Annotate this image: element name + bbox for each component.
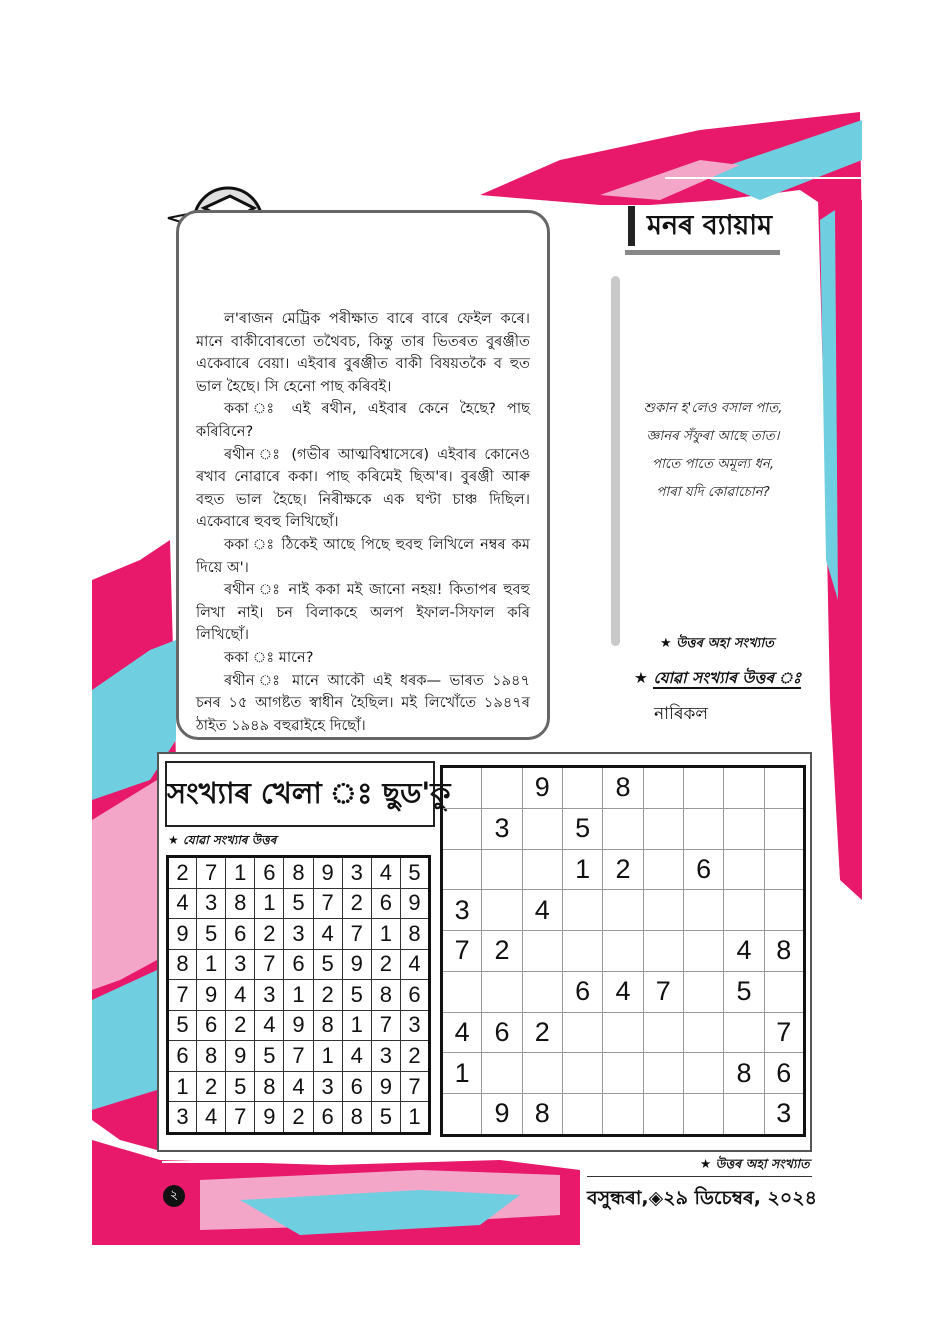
grid-cell: 6 bbox=[226, 919, 255, 950]
grid-row bbox=[168, 857, 430, 889]
grid-cell: 6 bbox=[284, 949, 313, 980]
grid-cell: 3 bbox=[400, 1010, 429, 1041]
grid-cell bbox=[724, 1093, 764, 1135]
riddle-line: পাতে পাতে অমূল্য ধন, bbox=[651, 457, 775, 472]
grid-cell bbox=[562, 1093, 602, 1135]
grid-cell: 7 bbox=[400, 1071, 429, 1102]
grid-cell: 2 bbox=[197, 1071, 226, 1102]
grid-cell: 4 bbox=[371, 857, 400, 889]
grid-cell bbox=[683, 931, 723, 972]
riddle-answer-note: ★ উত্তৰ অহা সংখ্যাত bbox=[660, 636, 774, 651]
grid-row bbox=[442, 849, 805, 890]
grid-cell bbox=[683, 808, 723, 849]
puzzle-answer-note: ★ উত্তৰ অহা সংখ্যাত bbox=[700, 1156, 810, 1171]
grid-cell: 4 bbox=[284, 1071, 313, 1102]
grid-cell: 1 bbox=[226, 857, 255, 889]
grid-cell: 8 bbox=[255, 1071, 284, 1102]
grid-cell: 3 bbox=[342, 857, 371, 889]
grid-cell: 1 bbox=[371, 919, 400, 950]
grid-cell bbox=[482, 1053, 522, 1094]
grid-cell: 7 bbox=[168, 980, 197, 1011]
title-underline bbox=[625, 250, 780, 255]
grid-cell: 2 bbox=[522, 1012, 562, 1053]
grid-cell bbox=[724, 1012, 764, 1053]
grid-cell bbox=[603, 1012, 643, 1053]
solution-grid bbox=[166, 855, 431, 1135]
grid-cell: 6 bbox=[683, 849, 723, 890]
grid-cell: 5 bbox=[255, 1041, 284, 1072]
grid-row bbox=[442, 1053, 805, 1094]
grid-row bbox=[168, 1041, 430, 1072]
sudoku-grid bbox=[440, 765, 806, 1137]
grid-cell bbox=[724, 890, 764, 931]
grid-cell bbox=[482, 971, 522, 1012]
story-paragraph: ৰথীন ঃ নাই ককা মই জানো নহয়! কিতাপৰ হুবহু লিখা নাই। চন বিলাকহে অলপ ইফাল-সিফাল কৰি লিখিছোঁ। bbox=[196, 581, 530, 644]
grid-row bbox=[442, 890, 805, 931]
grid-cell bbox=[643, 767, 683, 809]
grid-cell: 3 bbox=[284, 919, 313, 950]
grid-cell: 4 bbox=[226, 980, 255, 1011]
riddle-line: শুকান হ'লেও বসাল পাত, bbox=[643, 401, 783, 416]
grid-row bbox=[168, 1010, 430, 1041]
grid-cell: 5 bbox=[284, 888, 313, 919]
grid-cell: 8 bbox=[342, 1102, 371, 1134]
grid-cell: 4 bbox=[342, 1041, 371, 1072]
grid-cell: 7 bbox=[442, 931, 482, 972]
grid-cell bbox=[764, 890, 804, 931]
grid-cell: 3 bbox=[255, 980, 284, 1011]
grid-cell: 7 bbox=[255, 949, 284, 980]
grid-row bbox=[168, 888, 430, 919]
grid-cell: 2 bbox=[371, 949, 400, 980]
grid-cell: 6 bbox=[197, 1010, 226, 1041]
star-icon: ★ bbox=[634, 669, 648, 687]
grid-cell bbox=[562, 890, 602, 931]
grid-cell: 2 bbox=[603, 849, 643, 890]
grid-cell bbox=[643, 890, 683, 931]
grid-cell: 2 bbox=[226, 1010, 255, 1041]
grid-cell: 7 bbox=[371, 1010, 400, 1041]
grid-cell: 3 bbox=[764, 1093, 804, 1135]
grid-cell: 9 bbox=[522, 767, 562, 809]
grid-cell: 4 bbox=[168, 888, 197, 919]
grid-cell bbox=[442, 971, 482, 1012]
grid-cell: 9 bbox=[482, 1093, 522, 1135]
grid-row bbox=[442, 1093, 805, 1135]
grid-cell bbox=[683, 1093, 723, 1135]
grid-cell: 5 bbox=[371, 1102, 400, 1134]
grid-cell bbox=[643, 849, 683, 890]
grid-cell: 7 bbox=[764, 1012, 804, 1053]
grid-cell: 9 bbox=[168, 919, 197, 950]
grid-cell bbox=[764, 808, 804, 849]
grid-cell bbox=[562, 767, 602, 809]
grid-cell bbox=[603, 931, 643, 972]
publication-date: বসুন্ধৰা,◈২৯ ডিচেম্বৰ, ২০২৪ bbox=[587, 1187, 817, 1209]
solution-label: ★ যোৱা সংখ্যাৰ উত্তৰ bbox=[168, 833, 277, 847]
grid-cell bbox=[724, 808, 764, 849]
grid-cell: 4 bbox=[400, 949, 429, 980]
previous-answer-label bbox=[634, 666, 801, 692]
story-paragraph: ককা ঃ এই ৰথীন, এইবাৰ কেনে হৈছে? পাছ কৰিবিনে? bbox=[196, 400, 530, 440]
grid-cell: 3 bbox=[168, 1102, 197, 1134]
grid-cell: 7 bbox=[284, 1041, 313, 1072]
grid-cell bbox=[522, 971, 562, 1012]
grid-cell: 9 bbox=[197, 980, 226, 1011]
grid-cell bbox=[442, 808, 482, 849]
grid-cell: 6 bbox=[168, 1041, 197, 1072]
column-title: মনৰ ব্যায়াম bbox=[628, 206, 772, 246]
grid-cell: 6 bbox=[482, 1012, 522, 1053]
grid-cell bbox=[764, 971, 804, 1012]
grid-cell: 5 bbox=[226, 1071, 255, 1102]
grid-cell: 4 bbox=[522, 890, 562, 931]
grid-cell bbox=[764, 767, 804, 809]
grid-cell: 1 bbox=[284, 980, 313, 1011]
grid-cell: 1 bbox=[255, 888, 284, 919]
grid-cell: 2 bbox=[313, 980, 342, 1011]
grid-cell: 5 bbox=[400, 857, 429, 889]
grid-cell bbox=[522, 849, 562, 890]
grid-cell bbox=[482, 849, 522, 890]
story-paragraph: ককা ঃ ঠিকেই আছে পিছে হুবহু লিখিলে নম্বৰ কম দিয়ে অ'। bbox=[196, 535, 530, 576]
grid-cell: 8 bbox=[313, 1010, 342, 1041]
story-paragraph: ককা ঃ মানে? bbox=[224, 648, 314, 666]
grid-cell: 1 bbox=[442, 1053, 482, 1094]
grid-cell: 6 bbox=[371, 888, 400, 919]
grid-cell bbox=[683, 971, 723, 1012]
grid-cell: 5 bbox=[724, 971, 764, 1012]
grid-cell: 1 bbox=[168, 1071, 197, 1102]
grid-cell: 2 bbox=[400, 1041, 429, 1072]
grid-cell: 8 bbox=[724, 1053, 764, 1094]
grid-cell: 2 bbox=[342, 888, 371, 919]
grid-cell: 8 bbox=[168, 949, 197, 980]
grid-cell: 4 bbox=[313, 919, 342, 950]
grid-cell bbox=[724, 767, 764, 809]
grid-cell: 8 bbox=[764, 931, 804, 972]
grid-row bbox=[442, 808, 805, 849]
grid-cell bbox=[562, 931, 602, 972]
grid-cell bbox=[603, 1093, 643, 1135]
grid-cell bbox=[442, 1093, 482, 1135]
grid-cell bbox=[442, 767, 482, 809]
grid-cell: 2 bbox=[284, 1102, 313, 1134]
story-text bbox=[196, 308, 530, 737]
grid-cell bbox=[643, 1093, 683, 1135]
previous-answer-title: যোৱা সংখ্যাৰ উত্তৰ ঃ bbox=[653, 669, 802, 687]
grid-cell: 4 bbox=[724, 931, 764, 972]
grid-cell: 3 bbox=[226, 949, 255, 980]
grid-cell bbox=[643, 931, 683, 972]
grid-cell: 1 bbox=[562, 849, 602, 890]
grid-cell: 7 bbox=[342, 919, 371, 950]
grid-cell: 7 bbox=[313, 888, 342, 919]
footer-rule bbox=[587, 1176, 812, 1177]
grid-cell: 9 bbox=[371, 1071, 400, 1102]
grid-cell bbox=[442, 849, 482, 890]
grid-cell: 8 bbox=[284, 857, 313, 889]
grid-row bbox=[168, 919, 430, 950]
grid-cell bbox=[603, 890, 643, 931]
grid-cell: 6 bbox=[400, 980, 429, 1011]
grid-cell: 9 bbox=[226, 1041, 255, 1072]
grid-cell bbox=[683, 1053, 723, 1094]
grid-cell bbox=[724, 849, 764, 890]
grid-cell: 1 bbox=[400, 1102, 429, 1134]
grid-cell bbox=[522, 808, 562, 849]
grid-cell: 7 bbox=[197, 857, 226, 889]
grid-cell: 9 bbox=[313, 857, 342, 889]
grid-cell: 3 bbox=[197, 888, 226, 919]
grid-cell: 2 bbox=[168, 857, 197, 889]
grid-cell bbox=[522, 931, 562, 972]
grid-cell: 6 bbox=[255, 857, 284, 889]
grid-cell: 1 bbox=[342, 1010, 371, 1041]
grid-cell: 3 bbox=[371, 1041, 400, 1072]
grid-cell bbox=[764, 849, 804, 890]
grid-cell: 1 bbox=[197, 949, 226, 980]
grid-cell: 8 bbox=[522, 1093, 562, 1135]
grid-cell: 5 bbox=[168, 1010, 197, 1041]
grid-cell: 5 bbox=[197, 919, 226, 950]
grid-cell: 8 bbox=[400, 919, 429, 950]
grid-cell bbox=[643, 1012, 683, 1053]
grid-cell bbox=[482, 890, 522, 931]
grid-cell: 6 bbox=[764, 1053, 804, 1094]
riddle bbox=[628, 395, 798, 507]
grid-cell bbox=[522, 1053, 562, 1094]
grid-cell: 9 bbox=[400, 888, 429, 919]
grid-cell bbox=[683, 767, 723, 809]
grid-cell: 4 bbox=[442, 1012, 482, 1053]
grid-row bbox=[168, 1071, 430, 1102]
puzzle-title: সংখ্যাৰ খেলা ঃ ছুড'কু bbox=[165, 761, 435, 827]
grid-cell: 5 bbox=[342, 980, 371, 1011]
grid-cell: 6 bbox=[562, 971, 602, 1012]
grid-row bbox=[442, 1012, 805, 1053]
grid-cell: 4 bbox=[197, 1102, 226, 1134]
grid-row bbox=[442, 931, 805, 972]
grid-row bbox=[168, 949, 430, 980]
grid-cell: 2 bbox=[255, 919, 284, 950]
grid-cell: 5 bbox=[313, 949, 342, 980]
grid-cell: 7 bbox=[226, 1102, 255, 1134]
previous-answer: নাৰিকল bbox=[654, 704, 709, 724]
grid-cell: 7 bbox=[643, 971, 683, 1012]
grid-cell bbox=[683, 1012, 723, 1053]
grid-cell bbox=[482, 767, 522, 809]
grid-cell: 9 bbox=[342, 949, 371, 980]
grid-cell: 5 bbox=[562, 808, 602, 849]
grid-cell bbox=[643, 808, 683, 849]
grid-cell bbox=[643, 1053, 683, 1094]
grid-row bbox=[442, 767, 805, 809]
grid-cell: 3 bbox=[313, 1071, 342, 1102]
grid-cell: 8 bbox=[371, 980, 400, 1011]
grid-cell: 9 bbox=[255, 1102, 284, 1134]
grid-cell: 6 bbox=[313, 1102, 342, 1134]
grid-cell: 4 bbox=[603, 971, 643, 1012]
grid-cell bbox=[683, 890, 723, 931]
grid-row bbox=[168, 1102, 430, 1134]
grid-cell: 1 bbox=[313, 1041, 342, 1072]
riddle-side-bar bbox=[611, 276, 620, 646]
page-number: ২ bbox=[163, 1185, 185, 1207]
grid-cell: 6 bbox=[342, 1071, 371, 1102]
grid-cell: 9 bbox=[284, 1010, 313, 1041]
grid-cell bbox=[603, 1053, 643, 1094]
grid-cell bbox=[562, 1053, 602, 1094]
grid-cell: 8 bbox=[603, 767, 643, 809]
grid-cell: 2 bbox=[482, 931, 522, 972]
grid-cell bbox=[603, 808, 643, 849]
story-paragraph: ল'ৰাজন মেট্ৰিক পৰীক্ষাত বাৰে বাৰে ফেইল কৰে। মানে বাকীবোৰতো তথৈবচ, কিন্তু তাৰ ভিতৰত বুৰঞ্জীত একেবাৰে বেয়া। এইবাৰ বুৰঞ্জীত বাকী বিষয়তকৈ ব হুত ভাল হৈছে। সি হেনো পাছ কৰিবই। bbox=[196, 310, 530, 395]
grid-cell: 3 bbox=[442, 890, 482, 931]
grid-cell bbox=[562, 1012, 602, 1053]
grid-cell: 8 bbox=[226, 888, 255, 919]
grid-row bbox=[442, 971, 805, 1012]
grid-cell: 4 bbox=[255, 1010, 284, 1041]
riddle-line: পাৰা যদি কোৱাচোন? bbox=[656, 485, 770, 500]
riddle-line: জ্ঞানৰ সঁফুৰা আছে তাত। bbox=[646, 429, 780, 444]
story-paragraph: ৰথীন ঃ (গভীৰ আত্মবিশ্বাসেৰে) এইবাৰ কোনেও ৰখাব নোৱাৰে ককা। পাছ কৰিমেই ছিঅ'ৰ। বুৰঞ্জী আৰু বহুত ভাল হৈছে। নিৰীক্ষকে এক ঘণ্টা চাঞ্চ দিছিল। একেবাৰে হুবহু লিখিছোঁ। bbox=[196, 445, 530, 531]
grid-cell: 8 bbox=[197, 1041, 226, 1072]
grid-row bbox=[168, 980, 430, 1011]
story-paragraph: ৰথীন ঃ মানে আকৌ এই ধৰক— ভাৰত ১৯৪৭ চনৰ ১৫ আগষ্টত স্বাধীন হৈছিল। মই লিখোঁতে ১৯৪৭ৰ ঠাইত ১৯৪৯ বহুৱাইহে দিছোঁ। bbox=[196, 671, 530, 734]
grid-cell: 3 bbox=[482, 808, 522, 849]
